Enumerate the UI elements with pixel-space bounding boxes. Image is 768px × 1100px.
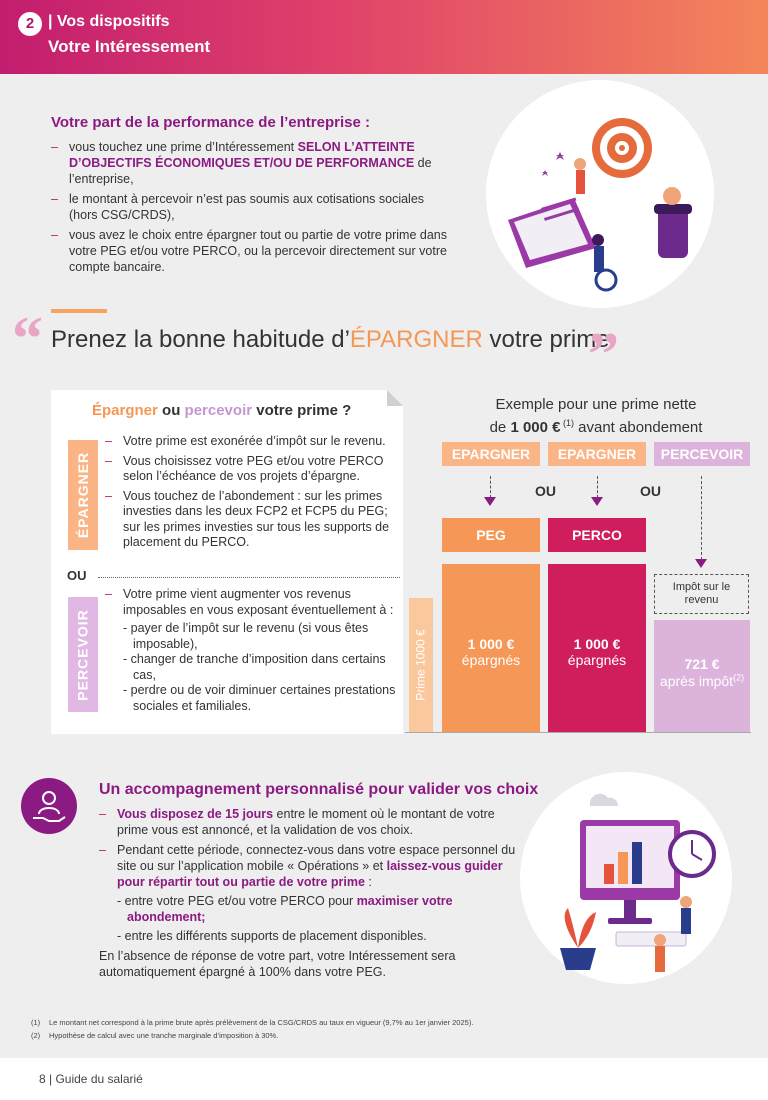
sub-item: - changer de tranche d’imposition dans certains cas, [123,652,386,682]
peg-caption: épargnés [461,652,521,668]
ou-label: OU [640,483,661,499]
bar-peg [442,564,540,732]
epargner-list [105,434,401,555]
person-hand-icon [21,778,77,834]
peg-amount: 1 000 € [467,636,515,652]
page-title: Votre Intéressement [48,37,211,56]
footnotes [31,1016,473,1042]
list-item: – Vous touchez de l’abondement : sur les primes investies dans les deux FCP2 et FCP5 du PEG; sur les primes investies sur tous les supports de placement du PERCO. [105,489,401,551]
sub-item: - entre votre PEG et/ou votre PERCO pour maximiser votre abondement; [117,894,453,924]
percevoir-caption: après impôt$^{(2)}$ [659,672,745,689]
list-item: – Pendant cette période, connectez-vous dans votre espace personnel du site ou sur l’application mobile « Opérations » et laissez-vous guider pour répartir tout ou partie de votre prime : - entre votre PEG et/ou votre PERCO pour maximiser votre abondement; - entre les différents supports de placement disponibles. [99,842,519,944]
chart-baseline [405,732,751,733]
bar-percevoir [654,620,750,732]
impot-box: Impôt sur le revenu [654,574,749,614]
list-item: – vous touchez une prime d’Intéressement SELON L’ATTEINTE D’OBJECTIFS ÉCONOMIQUES ET/OU DE PERFORMANCE de l’entreprise, [51,139,451,187]
accompagnement-body [99,806,519,980]
prime-axis-label: Prime 1000 € [409,598,433,732]
quote-text: Prenez la bonne habitude d’ÉPARGNER votre prime [51,326,610,353]
footnote: (2) Hypothèse de calcul avec une tranche marginale d’imposition à 30%. [31,1031,279,1040]
list-item: – vous avez le choix entre épargner tout ou partie de votre prime dans votre PEG et/ou votre PERCO, ou la percevoir directement sur votre compte bancaire. [51,227,451,275]
dotted-divider [98,577,400,578]
choice-question: Épargner ou percevoir votre prime ? [92,402,352,419]
closing-text: En l’absence de réponse de votre part, votre Intéressement sera automatiquement épargné à 100% dans votre PEG. [99,949,456,979]
tag-percevoir: PERCEVOIR [654,442,750,466]
arrow-down-icon [597,476,598,498]
tag-epargner-perco: EPARGNER [548,442,646,466]
quote-close-icon: ” [588,321,619,389]
intro-title: Votre part de la performance de l’entreprise : [51,114,370,131]
section-number-badge: 2 [18,12,42,36]
perco-caption: épargnés [567,652,627,668]
sub-item: - perdre ou de voir diminuer certaines prestations sociales et familiales. [123,683,396,713]
list-item: – le montant à percevoir n’est pas soumis aux cotisations sociales (hors CSG/CRDS), [51,191,451,223]
orange-accent-bar [51,309,107,313]
accompagnement-title: Un accompagnement personnalisé pour valider vos choix [99,781,539,798]
arrow-down-icon [490,476,491,498]
col-perco: PERCO [548,518,646,552]
sub-item: - entre les différents supports de placement disponibles. [117,929,427,943]
list-item: – Vous choisissez votre PEG et/ou votre PERCO selon l’échéance de vos projets d’épargne. [105,454,401,485]
sub-item: - payer de l’impôt sur le revenu (si vous êtes imposable), [123,621,369,651]
ou-label: OU [535,483,556,499]
intro-list [51,139,451,279]
ou-label: OU [67,568,87,583]
epargner-label: ÉPARGNER [68,440,98,550]
card-fold [387,390,403,406]
computer-illustration [520,772,732,984]
section-label: | Vos dispositifs [48,13,170,30]
bar-perco [548,564,646,732]
tag-epargner-peg: EPARGNER [442,442,540,466]
list-item: – Votre prime est exonérée d’impôt sur le revenu. [105,434,401,450]
quote-open-icon: “ [12,305,43,373]
footnote: (1) Le montant net correspond à la prime brute après prélèvement de la CSG/CRDS au taux en vigueur (9,7% au 1er janvier 2025). [31,1018,474,1027]
list-item: – Vous disposez de 15 jours entre le moment où le montant de votre prime vous est annoncé, et la validation de vos choix. [99,806,519,838]
percevoir-intro: – Votre prime vient augmenter vos revenus imposables en vous exposant éventuellement à : [123,587,394,617]
arrow-down-icon [701,476,702,560]
percevoir-block [105,587,401,718]
percevoir-label: PERCEVOIR [68,597,98,712]
col-peg: PEG [442,518,540,552]
percevoir-amount: 721 € [684,656,720,672]
list-item [105,587,401,714]
target-illustration [486,80,714,308]
footer-text: 8 | Guide du salarié [39,1072,143,1086]
example-title: Exemple pour une prime nette de 1 000 € $^{(1)}$ avant abondement [489,396,703,436]
perco-amount: 1 000 € [573,636,621,652]
